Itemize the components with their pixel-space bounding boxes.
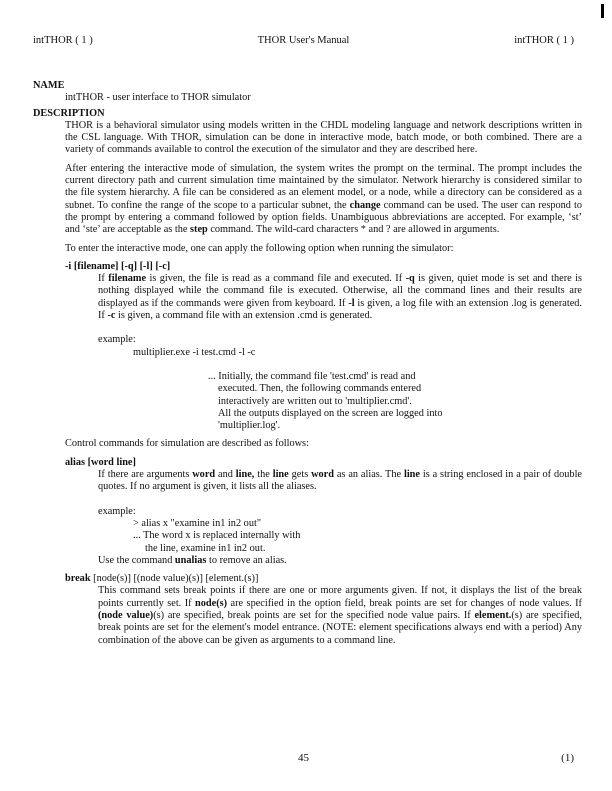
example-note-line: All the outputs displayed on the screen are logged into <box>218 407 443 419</box>
text-run: command can be used. The user can respond to the prompt by entering a command followed by option fields. Unambiguous abbreviations are accepted. For example, ‘st’ and ‘ste’ are acceptable as the <box>65 199 582 236</box>
text-run: and <box>215 469 236 481</box>
text-run: command. The wild-card characters * and ? are allowed in arguments. <box>207 224 500 236</box>
description-paragraph <box>65 120 582 157</box>
text-run: gets <box>288 469 312 481</box>
alias-example-line: the line, examine in1 in2 out. <box>145 542 266 554</box>
bold-term: line <box>272 469 289 481</box>
header-left: intTHOR ( 1 ) <box>33 35 93 46</box>
bold-term: break <box>65 573 91 585</box>
name-heading: NAME <box>33 80 65 91</box>
text-run: is given, quiet mode is set and there is nothing displayed while the command file is executed. Otherwise, all the command lines and their results are displayed as if the commands were given from keyboard. If <box>98 273 582 309</box>
bold-term: change <box>349 199 381 211</box>
text-run: to remove an alias. <box>206 554 287 566</box>
text-run: is a string enclosed in a pair of double quotes. If no argument is given, it lists all the aliases. <box>98 469 583 493</box>
bold-term: word <box>311 469 334 481</box>
example-note-line: 'multiplier.log'. <box>218 420 281 432</box>
text-run: is given, a log file with an extension .log is generated. If <box>98 297 583 322</box>
text-run: This command sets break points if there are one or more arguments given. If not, it displays the list of the break points currently set. If <box>98 585 582 609</box>
control-commands-intro <box>65 438 582 450</box>
description-heading: DESCRIPTION <box>33 107 105 119</box>
page-number: 45 <box>298 752 309 764</box>
text-run: Control commands for simulation are described as follows: <box>65 438 309 450</box>
bold-term: unalias <box>174 554 207 566</box>
text-run: After entering the interactive mode of simulation, the system writes the prompt on the terminal. The prompt includes the current directory path and current simulation time maintained by the simulator. Network hierarchy is considered similar to the file system hierarchy. A file can be considered as an element model, or a node, while a directory can be considered as a subnet. To confine the range of the scope to a particular subnet, the <box>65 162 582 211</box>
alias-example <box>133 518 582 555</box>
example-note-line: interactively are written out to 'multiplier.cmd'. <box>218 395 412 407</box>
example-command: multiplier.exe -i test.cmd -l -c <box>133 346 256 358</box>
break-description <box>98 585 582 646</box>
text-run: is given, a command file with an extension .cmd is generated. <box>115 310 373 322</box>
section-number: (1) <box>561 752 574 764</box>
option-i-description <box>98 273 582 322</box>
text-run: is given, the file is read as a command file and executed. If <box>146 273 406 285</box>
running-header <box>33 35 574 47</box>
alias-example-line: > alias x "examine in1 in2 out" <box>133 517 262 529</box>
text-run: are specified in the option field, break points are set for changes of node values. If <box>227 597 582 609</box>
scan-mark <box>601 4 604 18</box>
example-label: example: <box>98 334 136 346</box>
bold-term: word <box>192 469 216 481</box>
header-right: intTHOR ( 1 ) <box>514 35 574 46</box>
bold-term: node(s) <box>195 597 228 609</box>
break-title <box>65 573 582 585</box>
text-run: To enter the interactive mode, one can apply the following option when running the simulator: <box>65 242 454 254</box>
text-run: (s) are specified, break points are set for the element's model entrance. (NOTE: element specifications always end with a period) Any combination of the above can be given as arguments to a command line. <box>98 609 582 646</box>
bold-term: step <box>190 224 208 236</box>
header-title: THOR User's Manual <box>257 35 350 46</box>
interactive-mode-paragraph <box>65 163 582 237</box>
name-text: intTHOR - user interface to THOR simulator <box>65 92 251 104</box>
bold-term: line, <box>235 469 255 481</box>
text-run: (s) are specified, break points are set for the specified node value pairs. If <box>153 609 475 621</box>
bold-term: element. <box>474 609 512 621</box>
bold-term: filename <box>108 273 147 285</box>
bold-term: line <box>403 469 420 481</box>
unalias-note <box>98 555 582 567</box>
bold-term: -i [filename] [-q] [-l] [-c] <box>65 260 171 272</box>
text-run: [node(s)] [(node value)(s)] [element.(s)] <box>90 573 259 585</box>
bold-term: -c <box>107 310 116 322</box>
bold-term: (node value) <box>98 609 154 621</box>
example-note-line: executed. Then, the following commands entered <box>218 383 422 395</box>
alias-example-label: example: <box>98 505 136 517</box>
example-note-line: ... Initially, the command file 'test.cmd' is read and <box>208 370 416 382</box>
alias-description <box>98 469 582 494</box>
bold-term: alias [word line] <box>65 456 136 468</box>
bold-term: -q <box>405 273 415 285</box>
example-notes <box>208 371 468 432</box>
option-i-title <box>65 261 582 273</box>
alias-title <box>65 457 582 469</box>
text-run: as an alias. The <box>333 469 404 481</box>
manual-body <box>33 80 582 647</box>
bold-term: -l <box>348 297 355 309</box>
alias-example-line: ... The word x is replaced internally with <box>133 530 301 542</box>
text-run: THOR is a behavioral simulator using models written in the CHDL modeling language and network descriptions written in the CSL language. With THOR, simulation can be done in interactive mode, batch mode, or both combined. There are a variety of commands available to control the execution of the simulator and they are described here. <box>65 119 582 156</box>
text-run: the <box>254 469 273 481</box>
text-run: If there are arguments <box>98 469 193 481</box>
option-intro <box>65 243 582 255</box>
text-run: If <box>98 273 109 285</box>
text-run: Use the command <box>98 554 175 566</box>
